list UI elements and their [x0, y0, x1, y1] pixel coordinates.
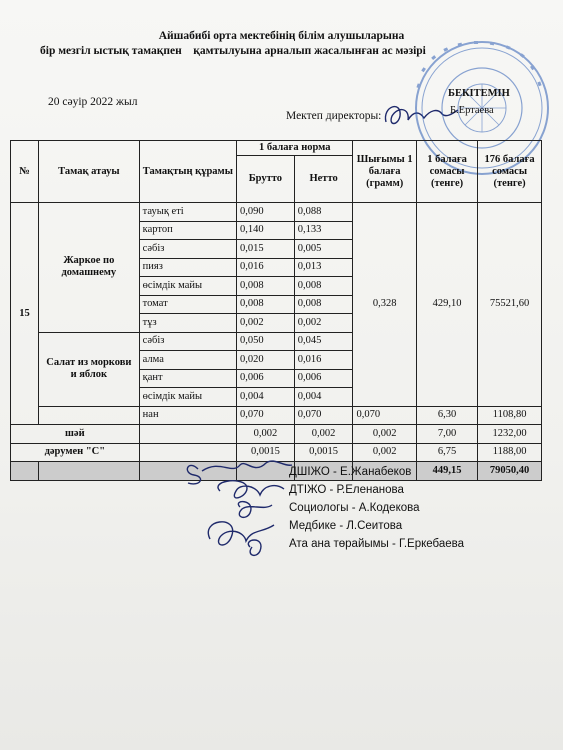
brutto-value: 0,015 [237, 240, 295, 259]
document-date: 20 сәуір 2022 жыл [48, 96, 138, 108]
header-netto: Нетто [294, 156, 353, 203]
title-line-1: Айшабибі орта мектебінің білім алушыларына [158, 30, 405, 42]
netto-value: 0,045 [294, 332, 353, 351]
ingredient-name: қант [139, 369, 236, 388]
brutto-value: 0,002 [237, 314, 295, 333]
menu-table [10, 140, 542, 481]
total-cell [11, 462, 39, 481]
netto-value: 0,016 [294, 351, 353, 370]
cost-one-value: 6,75 [416, 443, 477, 462]
brutto-value: 0,008 [237, 295, 295, 314]
empty-cell [39, 406, 140, 425]
table-row [11, 425, 542, 444]
ingredient-name: өсімдік майы [139, 277, 236, 296]
output-value: 0,328 [353, 203, 416, 407]
ingredient-name: картоп [139, 221, 236, 240]
director-name: Б.Ертаева [450, 105, 494, 116]
table-row [11, 406, 542, 425]
cost-one-value: 7,00 [416, 425, 477, 444]
total-cost-total: 79050,40 [478, 462, 542, 481]
header-name: Тамақ атауы [39, 141, 140, 203]
cost-one-value: 429,10 [416, 203, 477, 407]
ingredient-name: тұз [139, 314, 236, 333]
netto-value: 0,006 [294, 369, 353, 388]
brutto-value: 0,020 [237, 351, 295, 370]
output-value: 0,002 [353, 425, 416, 444]
signer-line: Медбике - Л.Сеитова [289, 520, 403, 532]
empty-cell [139, 425, 236, 444]
signer-line: Социологы - А.Кодекова [289, 502, 420, 514]
ingredient-name: тауық еті [139, 203, 236, 222]
brutto-value: 0,070 [237, 406, 295, 425]
netto-value: 0,133 [294, 221, 353, 240]
item-name: дәрумен "С" [11, 443, 140, 462]
signatures-icon [180, 455, 295, 565]
signers-list [289, 463, 464, 553]
table-row [11, 203, 542, 222]
item-name: шәй [11, 425, 140, 444]
dish-number: 15 [11, 203, 39, 425]
netto-value: 0,088 [294, 203, 353, 222]
cost-total-value: 1108,80 [478, 406, 542, 425]
netto-value: 0,005 [294, 240, 353, 259]
ingredient-name: нан [139, 406, 236, 425]
approved-label: БЕКІТЕМІН [448, 88, 510, 99]
header-brutto: Брутто [237, 156, 295, 203]
ingredient-name: сәбіз [139, 240, 236, 259]
netto-value: 0,0015 [294, 443, 353, 462]
brutto-value: 0,090 [237, 203, 295, 222]
brutto-value: 0,016 [237, 258, 295, 277]
total-cost-one: 449,15 [416, 462, 477, 481]
netto-value: 0,013 [294, 258, 353, 277]
cost-one-value: 6,30 [416, 406, 477, 425]
dish-name: Жаркое по домашнему [39, 203, 140, 333]
director-label: Мектеп директоры: [286, 110, 382, 122]
brutto-value: 0,004 [237, 388, 295, 407]
signer-line: ДШІЖО - Е.Жанабеков [289, 466, 412, 478]
header-composition: Тамақтың құрамы [139, 141, 236, 203]
netto-value: 0,008 [294, 295, 353, 314]
title-line-2: бір мезгіл ыстық тамақпен қамтылуына арналып жасалынған ас мәзірі [40, 45, 426, 57]
brutto-value: 0,008 [237, 277, 295, 296]
header-cost-one: 1 балаға сомасы (тенге) [416, 141, 477, 203]
netto-value: 0,008 [294, 277, 353, 296]
netto-value: 0,002 [294, 425, 353, 444]
cost-total-value: 1188,00 [478, 443, 542, 462]
brutto-value: 0,140 [237, 221, 295, 240]
ingredient-name: пияз [139, 258, 236, 277]
header-no: № [11, 141, 39, 203]
header-output: Шығымы 1 балаға (грамм) [353, 141, 416, 203]
netto-value: 0,070 [294, 406, 353, 425]
ingredient-name: өсімдік майы [139, 388, 236, 407]
header-norm: 1 балаға норма [237, 141, 353, 156]
ingredient-name: томат [139, 295, 236, 314]
total-cell [39, 462, 140, 481]
ingredient-name: алма [139, 351, 236, 370]
brutto-value: 0,002 [237, 425, 295, 444]
output-value: 0,070 [353, 406, 416, 425]
cost-total-value: 75521,60 [478, 203, 542, 407]
output-value: 0,002 [353, 443, 416, 462]
netto-value: 0,002 [294, 314, 353, 333]
brutto-value: 0,050 [237, 332, 295, 351]
header-cost-total: 176 балаға сомасы (тенге) [478, 141, 542, 203]
signer-line: ДТІЖО - Р.Еленанова [289, 484, 404, 496]
dish-name: Салат из моркови и яблок [39, 332, 140, 406]
brutto-value: 0,0015 [237, 443, 295, 462]
signer-line: Ата ана төрайымы - Г.Еркебаева [289, 538, 465, 550]
cost-total-value: 1232,00 [478, 425, 542, 444]
ingredient-name: сәбіз [139, 332, 236, 351]
brutto-value: 0,006 [237, 369, 295, 388]
netto-value: 0,004 [294, 388, 353, 407]
